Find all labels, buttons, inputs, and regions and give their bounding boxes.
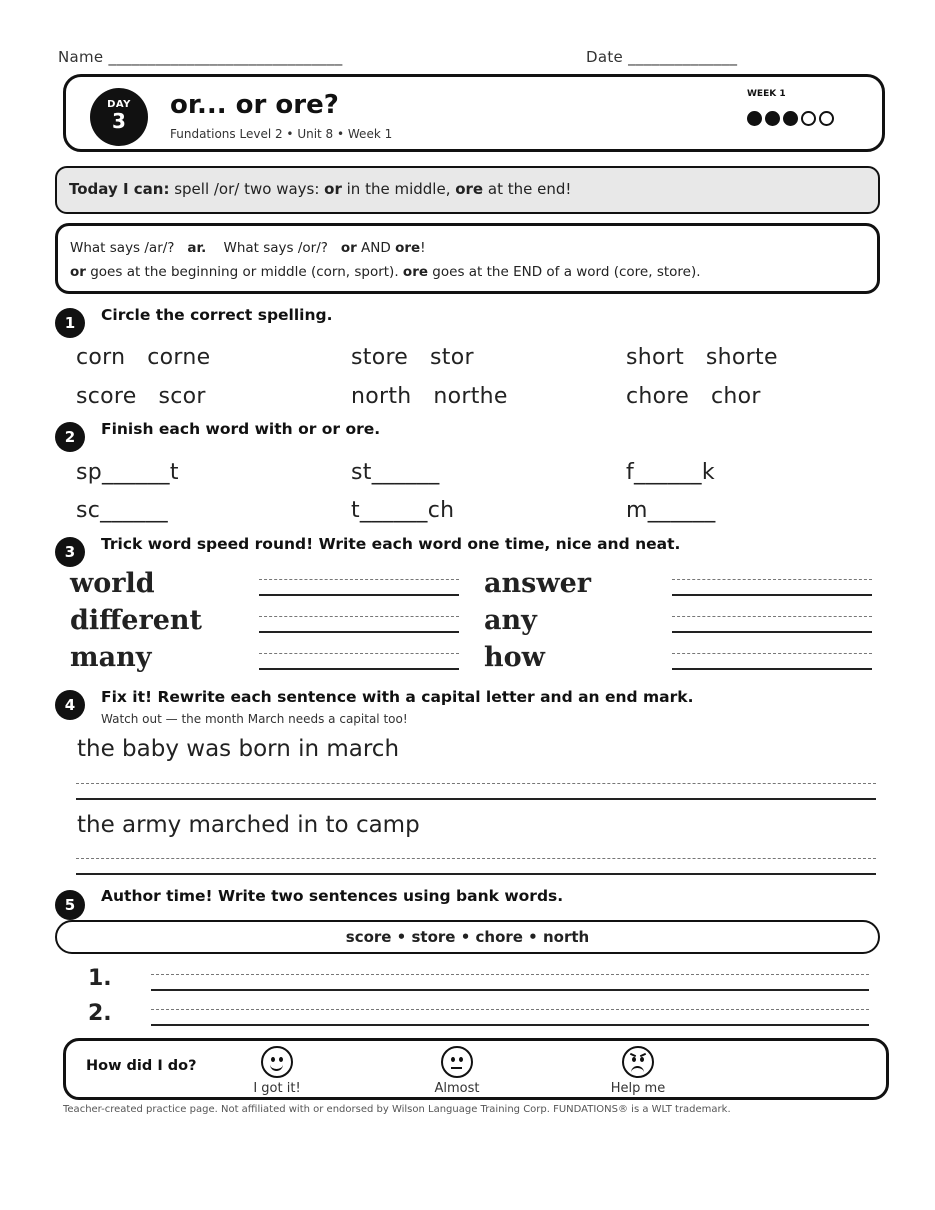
writing-line[interactable] <box>259 616 459 633</box>
day-number: 3 <box>112 109 126 133</box>
rule-line-1 <box>70 236 865 260</box>
fill-in-word[interactable]: t______ch <box>351 498 455 523</box>
spelling-choice[interactable]: corn corne <box>76 345 211 370</box>
rule-text: AND <box>356 240 396 256</box>
rule-bold: or <box>340 240 357 256</box>
page-title: or... or ore? <box>170 90 339 120</box>
writing-line[interactable] <box>672 579 872 596</box>
rule-text: goes at the beginning or middle (corn, sport). <box>85 264 403 280</box>
rating-option-got-it[interactable] <box>261 1046 293 1078</box>
rewrite-line[interactable] <box>76 783 876 800</box>
rating-label: Almost <box>434 1081 480 1096</box>
sentence-to-fix: the baby was born in march <box>77 736 400 762</box>
self-rating-title: How did I do? <box>86 1058 197 1074</box>
rating-option-almost[interactable] <box>441 1046 473 1078</box>
progress-dot-filled <box>783 111 798 126</box>
section-4-title: Fix it! Rewrite each sentence with a capital letter and an end mark. <box>101 688 694 706</box>
sentence-to-fix: the army marched in to camp <box>77 812 420 838</box>
smiley-face-icon <box>261 1046 293 1078</box>
fill-in-word[interactable]: f______k <box>626 460 715 485</box>
fill-in-word[interactable]: sc______ <box>76 498 168 523</box>
rule-text: What says /ar/? <box>70 240 188 256</box>
day-badge <box>90 88 148 146</box>
writing-line[interactable] <box>259 579 459 596</box>
fill-in-word[interactable]: m______ <box>626 498 716 523</box>
trick-word: many <box>70 642 152 673</box>
rating-label: Help me <box>610 1081 666 1096</box>
spelling-choice[interactable]: north northe <box>351 384 508 409</box>
rule-bold: or <box>70 264 86 280</box>
progress-dot-filled <box>765 111 780 126</box>
author-writing-line[interactable] <box>151 974 869 991</box>
author-writing-line[interactable] <box>151 1009 869 1026</box>
spelling-choice[interactable]: short shorte <box>626 345 778 370</box>
writing-line[interactable] <box>259 653 459 670</box>
trick-word: how <box>484 642 545 673</box>
goal-text: at the end! <box>483 180 572 198</box>
section-2-title: Finish each word with or or ore. <box>101 420 381 438</box>
spelling-choice[interactable]: store stor <box>351 345 474 370</box>
progress-dots <box>747 111 834 126</box>
goal-lead: Today I can: <box>69 180 170 198</box>
trick-word: different <box>70 605 202 636</box>
rule-line-2 <box>70 260 865 284</box>
section-4-note: Watch out — the month March needs a capital too! <box>101 712 408 726</box>
rule-bold: ore <box>402 264 429 280</box>
section-5-title: Author time! Write two sentences using bank words. <box>101 887 564 905</box>
goal-text: in the middle, <box>341 180 456 198</box>
name-field[interactable]: Name ______________________________ <box>58 48 343 66</box>
fill-in-word[interactable]: st______ <box>351 460 440 485</box>
section-4-number: 4 <box>55 690 85 720</box>
rule-text: What says /or/? <box>206 240 341 256</box>
section-3-number: 3 <box>55 537 85 567</box>
rewrite-line[interactable] <box>76 858 876 875</box>
trick-word: any <box>484 605 537 636</box>
section-3-title: Trick word speed round! Write each word one time, nice and neat. <box>101 535 681 553</box>
fill-in-word[interactable]: sp______t <box>76 460 179 485</box>
spelling-choice[interactable]: chore chor <box>626 384 761 409</box>
line-number: 1. <box>88 966 112 991</box>
progress-dot-empty <box>819 111 834 126</box>
goal-or: or <box>324 180 342 198</box>
neutral-face-icon <box>441 1046 473 1078</box>
progress-dot-filled <box>747 111 762 126</box>
sad-face-icon <box>622 1046 654 1078</box>
section-5-number: 5 <box>55 890 85 920</box>
date-field[interactable]: Date ______________ <box>586 48 738 66</box>
rule-text: ! <box>420 240 426 256</box>
week-label: WEEK 1 <box>747 89 786 99</box>
section-1-title: Circle the correct spelling. <box>101 306 333 324</box>
trick-word: answer <box>484 568 591 599</box>
word-bank: score • store • chore • north <box>55 920 880 954</box>
progress-dot-empty <box>801 111 816 126</box>
rule-box <box>55 223 880 294</box>
spelling-choice[interactable]: score scor <box>76 384 206 409</box>
rule-bold: ar. <box>187 240 207 256</box>
day-label: DAY <box>107 99 131 110</box>
section-1-number: 1 <box>55 308 85 338</box>
section-2-number: 2 <box>55 422 85 452</box>
trick-word: world <box>70 568 155 599</box>
goal-ore: ore <box>455 180 484 198</box>
writing-line[interactable] <box>672 653 872 670</box>
rule-text: goes at the END of a word (core, store). <box>428 264 701 280</box>
rating-label: I got it! <box>253 1081 301 1096</box>
page-subtitle: Fundations Level 2 • Unit 8 • Week 1 <box>170 127 393 141</box>
footer-disclaimer: Teacher-created practice page. Not affiliated with or endorsed by Wilson Language Training Corp. FUNDATIONS® is a WLT trademark. <box>63 1104 731 1115</box>
writing-line[interactable] <box>672 616 872 633</box>
goal-box <box>55 166 880 214</box>
rating-option-help-me[interactable] <box>622 1046 654 1078</box>
line-number: 2. <box>88 1001 112 1026</box>
rule-bold: ore <box>395 240 421 256</box>
goal-text: spell /or/ two ways: <box>169 180 325 198</box>
